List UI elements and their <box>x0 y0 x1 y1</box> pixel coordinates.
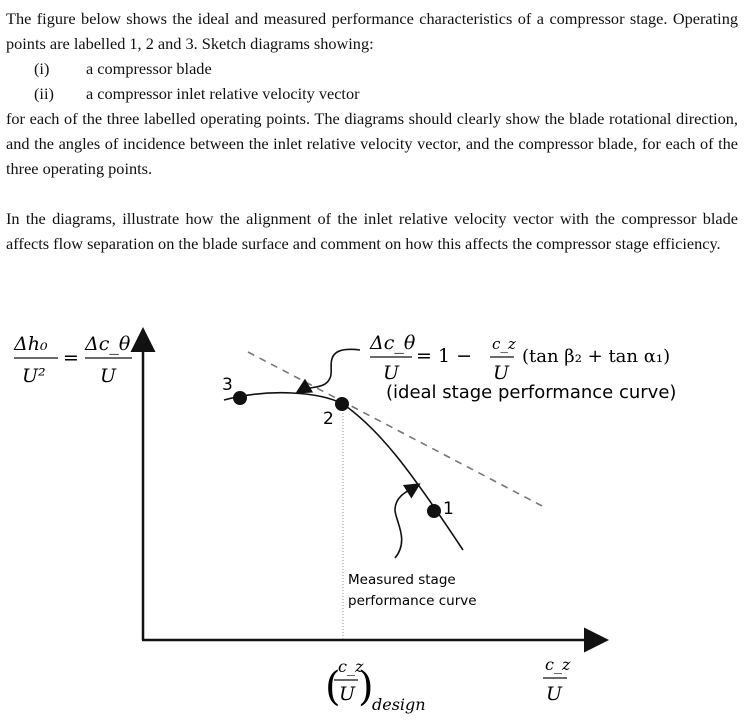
equation: c_z <box>492 335 516 353</box>
list-item: (ii) a compressor inlet relative velocity vector <box>34 84 360 103</box>
operating-point-3 <box>233 391 247 405</box>
ideal-pointer-arrow <box>298 349 360 392</box>
measured-curve-label: performance curve <box>348 593 477 609</box>
measured-pointer-arrow <box>395 485 418 558</box>
equation: = 1 − <box>416 345 473 367</box>
y-label: U² <box>22 365 46 387</box>
list-item: (i) a compressor blade <box>34 59 212 78</box>
paren: ) <box>358 664 374 710</box>
y-equals: = <box>63 347 79 369</box>
intro-text: The figure below shows the ideal and measured performance characteristics of a compressor stage. Operating points are labelled 1, 2 and 3. Sketch diagrams showing: <box>6 9 738 53</box>
point-label-1: 1 <box>443 499 454 519</box>
y-label: Δc_θ <box>85 333 131 355</box>
ideal-curve-label: (ideal stage performance curve) <box>386 382 677 403</box>
y-label: Δh₀ <box>14 333 48 355</box>
equation: U <box>383 362 400 384</box>
x-label: U <box>546 683 563 705</box>
design-x-label: c_z <box>338 657 364 676</box>
equation: Δc_θ <box>370 332 416 354</box>
y-label: U <box>100 365 117 387</box>
x-label: c_z <box>545 655 571 674</box>
operating-point-1 <box>427 504 441 518</box>
after-text: for each of the three labelled operating points. The diagrams should clearly show the blade rotational direction, and the angles of incidence between the inlet relative velocity vector, and the compressor blade, for each of the three operating points. <box>6 109 738 178</box>
paren: ( <box>325 664 341 710</box>
measured-curve-label: Measured stage <box>348 572 456 588</box>
question-paragraph-2: In the diagrams, illustrate how the alignment of the inlet relative velocity vector with the compressor blade affects flow separation on the blade surface and comment on how this affects the compressor stage efficiency. <box>6 209 738 253</box>
point-label-3: 3 <box>222 375 233 395</box>
equation: (tan β₂ + tan α₁) <box>522 346 671 367</box>
equation: U <box>493 362 510 384</box>
design-subscript: design <box>372 695 426 714</box>
design-x-label: U <box>339 683 356 705</box>
point-label-2: 2 <box>323 409 334 429</box>
operating-point-2 <box>335 397 349 411</box>
